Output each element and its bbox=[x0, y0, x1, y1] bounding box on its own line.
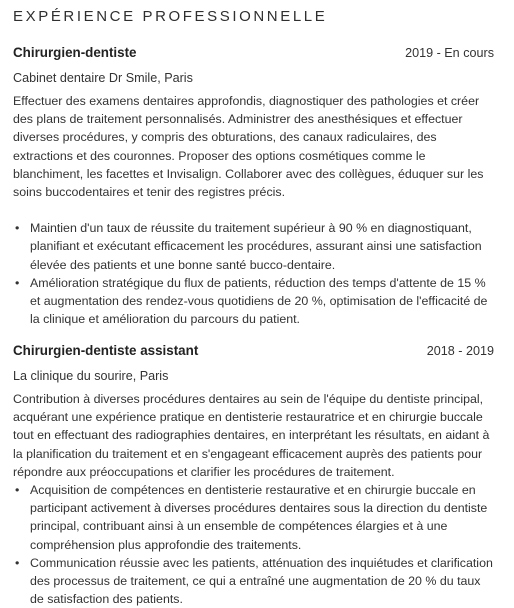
list-item bbox=[13, 219, 494, 274]
bullet-icon: • bbox=[15, 483, 20, 498]
job-entry-2 bbox=[13, 343, 494, 608]
job-header bbox=[13, 45, 494, 65]
job-description: Effectuer des examens dentaires approfondis, diagnostiquer des pathologies et créer des plans de traitement personnalisés. Administrer des anesthésiques et effectuer diverses procédures, y compris des obturations, des canaux radiculaires, des extractions et des couronnes. Proposer des options cosmétiques comme le blanchiment, les facettes et Invisalign. Collaborer avec des collègues, éduquer sur les soins buccodentaires et tenir des registres précis. bbox=[13, 94, 484, 200]
job-company: Cabinet dentaire Dr Smile, Paris bbox=[13, 71, 193, 85]
job-description: Contribution à diverses procédures dentaires au sein de l'équipe du dentiste principal, acquérant une expérience pratique en dentisterie restauratrice et en chirurgie buccale tout en effectuant des radiographies dentaires, en interprétant les résultats, en aidant à la planification du traitement et en s'engageant efficacement auprès des patients pour répondre aux préoccupations et clarifier les procédures de traitement. bbox=[13, 392, 490, 479]
job-title: Chirurgien-dentiste assistant bbox=[13, 343, 199, 358]
job-title: Chirurgien-dentiste bbox=[13, 45, 137, 60]
list-item-text: Maintien d'un taux de réussite du traitement supérieur à 90 % en diagnostiquant, planifiant et exécutant efficacement les procédures, assurant ainsi une satisfaction élevée des patients et une bonne santé bucco-dentaire. bbox=[30, 221, 482, 272]
list-item-text: Amélioration stratégique du flux de patients, réduction des temps d'attente de 15 % et augmentation des rendez-vous quotidiens de 20 %, optimisation de l'efficacité de la clinique et amélioration du parcours du patient. bbox=[30, 275, 488, 327]
achievement-list bbox=[13, 481, 494, 608]
section-title: EXPÉRIENCE PROFESSIONNELLE bbox=[13, 8, 328, 25]
list-item bbox=[13, 481, 494, 554]
list-item bbox=[13, 554, 494, 608]
list-item-text: Communication réussie avec les patients, atténuation des inquiétudes et clarification des processus de traitement, ce qui a entraîné une augmentation de 20 % du taux de satisfaction des patients. bbox=[30, 555, 493, 607]
achievement-list bbox=[13, 219, 494, 328]
job-dates: 2019 - En cours bbox=[405, 46, 494, 60]
job-entry-1 bbox=[13, 45, 494, 328]
list-item bbox=[13, 274, 494, 329]
job-company: La clinique du sourire, Paris bbox=[13, 369, 169, 383]
job-header bbox=[13, 343, 494, 363]
list-item-text: Acquisition de compétences en dentisterie restaurative et en chirurgie buccale en participant activement à diverses procédures dentaires sous la direction du dentiste principal, contribuant ainsi à un ensemble de compétences élargies et à une compréhension plus approfondie des traitements. bbox=[30, 483, 488, 552]
bullet-icon: • bbox=[15, 555, 20, 570]
job-dates: 2018 - 2019 bbox=[426, 344, 494, 358]
bullet-icon: • bbox=[15, 275, 20, 290]
bullet-icon: • bbox=[15, 221, 20, 236]
